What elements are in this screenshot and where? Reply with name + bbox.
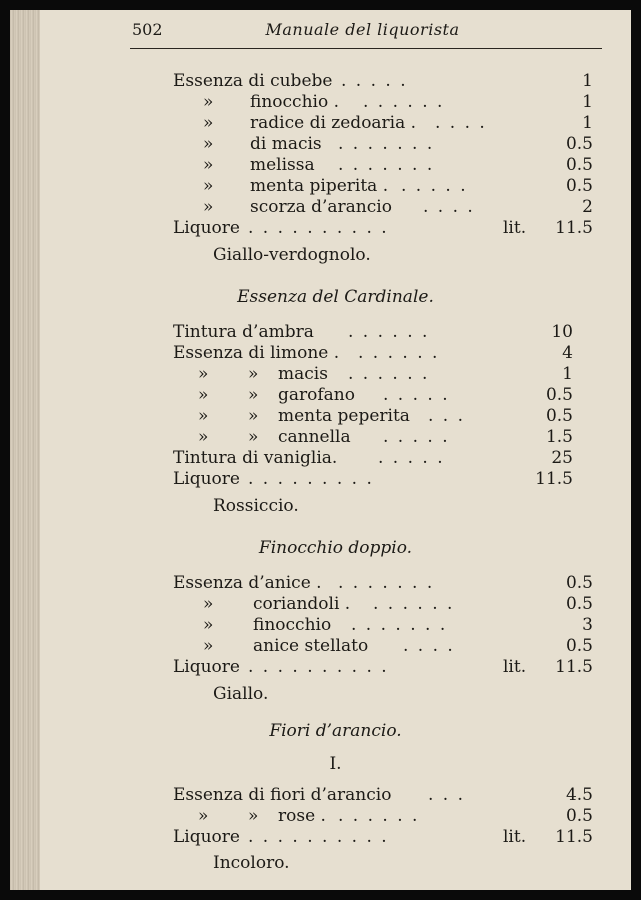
ingredient-name: cannella	[278, 427, 351, 447]
leader-dots: . . . . . .	[373, 594, 455, 614]
unit-label: lit.	[503, 827, 527, 847]
leader-dots: . . . . .	[378, 448, 445, 468]
recipe-row	[163, 385, 613, 406]
recipe-row	[163, 343, 613, 364]
recipe-row	[163, 573, 613, 594]
ingredient-name: finocchio	[253, 615, 332, 635]
quantity: 0.5	[565, 636, 593, 656]
ingredient-name: anice stellato	[253, 636, 369, 656]
ditto-mark: »	[198, 364, 209, 384]
quantity: 0.5	[545, 406, 573, 426]
recipe-row	[163, 92, 613, 113]
recipe-row	[163, 785, 613, 806]
color-note: Giallo-verdognolo.	[213, 245, 371, 265]
leader-dots: . . . . . . .	[338, 573, 435, 593]
quantity: 0.5	[565, 134, 593, 154]
leader-dots: . . . . .	[341, 71, 408, 91]
quantity: 0.5	[545, 385, 573, 405]
book-spine-edge	[10, 10, 40, 890]
recipe-title: Essenza del Cardinale.	[237, 287, 434, 307]
leader-dots: . . . . . . . . .	[248, 469, 374, 489]
quantity: 11.5	[555, 827, 593, 847]
leader-dots: . . . . .	[383, 427, 450, 447]
color-note: Incoloro.	[213, 853, 290, 873]
quantity: 1	[582, 113, 593, 133]
leader-dots: . . . .	[423, 197, 475, 217]
leader-dots: . . . .	[403, 636, 455, 656]
ingredient-name: radice di zedoaria .	[250, 113, 417, 133]
ditto-mark: »	[203, 155, 214, 175]
ingredient-name: coriandoli .	[253, 594, 351, 614]
leader-dots: . . . . .	[383, 385, 450, 405]
quantity: 0.5	[565, 806, 593, 826]
ditto-mark: »	[203, 636, 214, 656]
leader-dots: . . . . . .	[348, 364, 430, 384]
recipe-row	[163, 636, 613, 657]
quantity: 1.5	[545, 427, 573, 447]
recipe-row	[163, 448, 613, 469]
quantity: 1	[582, 92, 593, 112]
ditto-mark: »	[203, 594, 214, 614]
page	[40, 10, 631, 890]
ditto-mark: »	[248, 385, 259, 405]
quantity: 1	[562, 364, 573, 384]
recipe-row	[163, 657, 613, 678]
recipe-row	[163, 806, 613, 827]
recipe-row	[163, 322, 613, 343]
recipe-row	[163, 197, 613, 218]
ingredient-name: menta piperita .	[250, 176, 389, 196]
leader-dots: . . . . . .	[363, 92, 445, 112]
color-note: Rossiccio.	[213, 496, 299, 516]
ditto-mark: »	[248, 427, 259, 447]
quantity: 11.5	[555, 218, 593, 238]
quantity: 4.5	[565, 785, 593, 805]
ditto-mark: »	[248, 806, 259, 826]
quantity: 0.5	[565, 176, 593, 196]
recipe-row	[163, 218, 613, 239]
ditto-mark: »	[198, 806, 209, 826]
leader-dots: . . . . .	[401, 176, 468, 196]
ditto-mark: »	[198, 385, 209, 405]
recipe-subtitle: I.	[329, 754, 342, 774]
leader-dots: . . . . . . .	[338, 134, 435, 154]
ditto-mark: »	[203, 113, 214, 133]
ditto-mark: »	[198, 427, 209, 447]
leader-dots: . . .	[428, 785, 466, 805]
ingredient-name: scorza d’arancio	[250, 197, 392, 217]
leader-dots: . . . . . . .	[351, 615, 448, 635]
recipe-row	[163, 827, 613, 848]
ditto-mark: »	[203, 615, 214, 635]
leader-dots: . . . . . . . . . .	[248, 657, 389, 677]
leader-dots: . . . . . . .	[338, 155, 435, 175]
quantity: 2	[582, 197, 593, 217]
ditto-mark: »	[198, 406, 209, 426]
quantity: 3	[582, 615, 593, 635]
book-page-scan	[10, 10, 631, 890]
recipe-row	[163, 615, 613, 636]
ingredient-name: rose .	[278, 806, 326, 826]
ingredient-name: Essenza di fiori d’arancio	[173, 785, 392, 805]
recipe-row	[163, 113, 613, 134]
recipe-row	[163, 71, 613, 92]
ingredient-name: di macis	[250, 134, 322, 154]
leader-dots: . . . . . . . . . .	[248, 218, 389, 238]
ingredient-name: Tintura di vaniglia.	[173, 448, 338, 468]
recipe-row	[163, 176, 613, 197]
ditto-mark: »	[248, 364, 259, 384]
header-rule	[130, 48, 602, 49]
ingredient-name: Liquore	[173, 218, 240, 238]
ingredient-name: Essenza di cubebe	[173, 71, 333, 91]
recipe-title: Finocchio doppio.	[258, 538, 413, 558]
ingredient-name: Liquore	[173, 827, 240, 847]
leader-dots: . . . . . .	[358, 343, 440, 363]
quantity: 25	[551, 448, 573, 468]
unit-label: lit.	[503, 218, 527, 238]
recipe-row	[163, 427, 613, 448]
ingredient-name: melissa	[250, 155, 315, 175]
recipe-row	[163, 406, 613, 427]
quantity: 11.5	[555, 657, 593, 677]
ingredient-name: Liquore	[173, 469, 240, 489]
ingredient-name: menta peperita	[278, 406, 410, 426]
ingredient-name: Tintura d’ambra	[173, 322, 314, 342]
ditto-mark: »	[203, 134, 214, 154]
ditto-mark: »	[203, 92, 214, 112]
ingredient-name: macis	[278, 364, 328, 384]
ditto-mark: »	[203, 176, 214, 196]
quantity: 11.5	[535, 469, 573, 489]
leader-dots: . . . . . . . . . .	[248, 827, 389, 847]
recipe-row	[163, 155, 613, 176]
ditto-mark: »	[248, 406, 259, 426]
leader-dots: . . .	[428, 406, 466, 426]
quantity: 0.5	[565, 594, 593, 614]
leader-dots: . . . .	[435, 113, 487, 133]
quantity: 4	[562, 343, 573, 363]
quantity: 0.5	[565, 155, 593, 175]
ingredient-name: Essenza di limone .	[173, 343, 340, 363]
ditto-mark: »	[203, 197, 214, 217]
recipe-title: Fiori d’arancio.	[269, 721, 402, 741]
ingredient-name: Essenza d’anice .	[173, 573, 322, 593]
unit-label: lit.	[503, 657, 527, 677]
recipe-row	[163, 469, 613, 490]
ingredient-name: finocchio .	[250, 92, 339, 112]
ingredient-name: Liquore	[173, 657, 240, 677]
leader-dots: . . . . . .	[338, 806, 420, 826]
quantity: 10	[551, 322, 573, 342]
quantity: 1	[582, 71, 593, 91]
running-title: Manuale del liquorista	[265, 20, 460, 39]
ingredient-name: garofano	[278, 385, 355, 405]
recipe-row	[163, 364, 613, 385]
quantity: 0.5	[565, 573, 593, 593]
leader-dots: . . . . . .	[348, 322, 430, 342]
page-header	[122, 18, 603, 44]
page-number: 502	[132, 20, 163, 39]
recipe-row	[163, 594, 613, 615]
recipe-row	[163, 134, 613, 155]
color-note: Giallo.	[213, 684, 269, 704]
